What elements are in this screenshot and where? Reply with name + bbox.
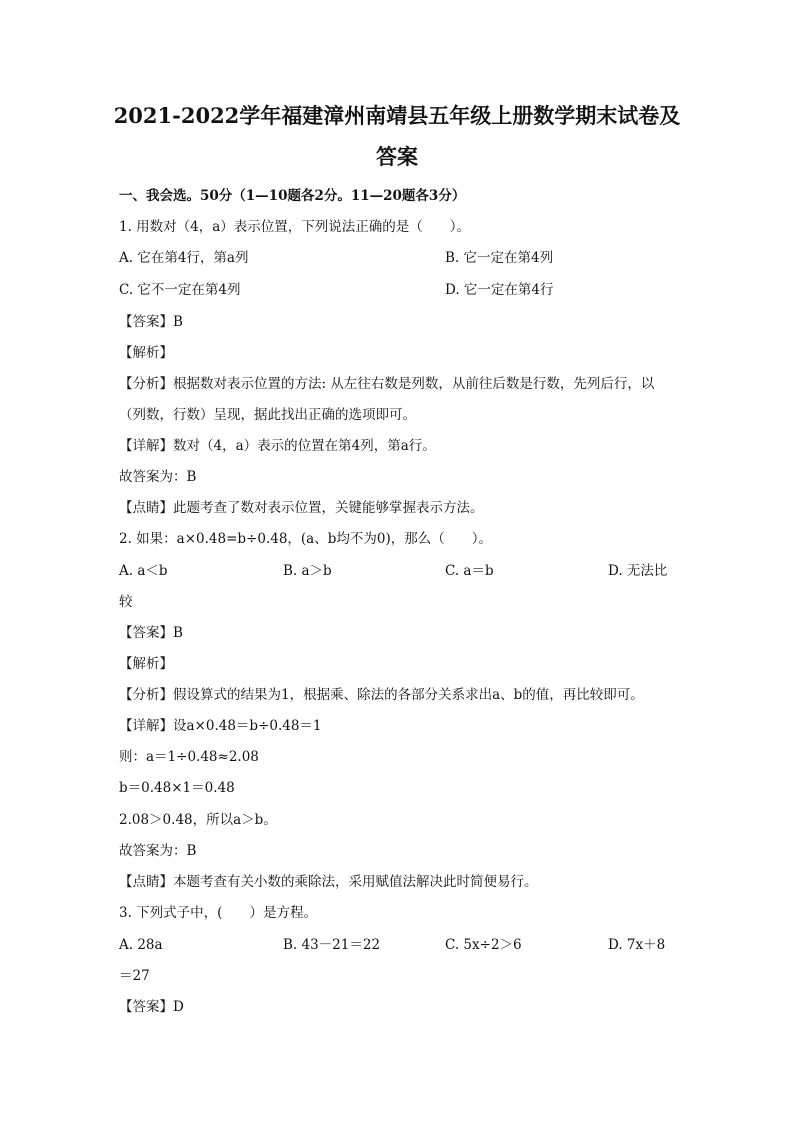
question-2-step-3: 2.08＞0.48，所以a＞b。 [119, 812, 277, 828]
question-1-option-c: C. 它不一定在第4列 [119, 282, 241, 298]
question-1-option-d: D. 它一定在第4行 [445, 282, 554, 298]
question-3-option-c: C. 5x÷2＞6 [445, 937, 522, 953]
document-title-line-2: 答案 [376, 144, 418, 169]
question-2-option-c: C. a＝b [445, 563, 494, 579]
question-1-answer: 【答案】B [119, 314, 183, 330]
question-2-option-b: B. a＞b [283, 563, 332, 579]
question-2-option-d-continued: 较 [119, 594, 133, 610]
question-1-stem: 1. 用数对（4，a）表示位置，下列说法正确的是（ ）。 [119, 219, 471, 235]
question-1-option-a: A. 它在第4行，第a列 [119, 250, 249, 266]
question-2-fenxi: 【分析】假设算式的结果为1，根据乘、除法的各部分关系求出a、b的值，再比较即可。 [119, 687, 644, 703]
question-2-xiangjie: 【详解】设a×0.48＝b÷0.48＝1 [119, 718, 322, 734]
section-heading: 一、我会选。50分（1—10题各2分。11—20题各3分） [119, 188, 466, 204]
question-3-option-d: D. 7x＋8 [608, 937, 666, 953]
question-2-answer: 【答案】B [119, 625, 183, 641]
question-2-step-2: b＝0.48×1＝0.48 [119, 780, 235, 796]
question-1-xiangjie: 【详解】数对（4，a）表示的位置在第4列，第a行。 [119, 438, 436, 454]
question-2-analysis-label: 【解析】 [119, 656, 173, 672]
question-1-fenxi-line-1: 【分析】根据数对表示位置的方法: 从左往右数是列数，从前往后数是行数，先列后行，以 [119, 376, 655, 392]
question-3-stem: 3. 下列式子中，( ）是方程。 [119, 905, 317, 921]
question-2-dianjing: 【点睛】本题考查有关小数的乘除法，采用赋值法解决此时简便易行。 [119, 874, 538, 890]
question-2-stem: 2. 如果：a×0.48=b÷0.48，(a、b均不为0)，那么（ ）。 [119, 531, 492, 547]
question-3-answer: 【答案】D [119, 999, 184, 1015]
question-2-final-answer: 故答案为：B [119, 843, 197, 859]
question-2-step-1: 则：a＝1÷0.48≈2.08 [119, 749, 259, 765]
question-3-option-d-continued: ＝27 [119, 968, 150, 984]
question-3-option-b: B. 43－21＝22 [283, 937, 381, 953]
question-1-option-b: B. 它一定在第4列 [445, 250, 554, 266]
question-1-dianjing: 【点睛】此题考查了数对表示位置，关键能够掌握表示方法。 [119, 500, 484, 516]
question-1-analysis-label: 【解析】 [119, 345, 173, 361]
question-3-option-a: A. 28a [119, 937, 163, 953]
document-title-line-1: 2021-2022学年福建漳州南靖县五年级上册数学期末试卷及 [113, 103, 681, 128]
question-1-fenxi-line-2: （列数，行数）呈现，据此找出正确的选项即可。 [119, 407, 416, 423]
question-1-final-answer: 故答案为：B [119, 469, 197, 485]
question-2-option-d: D. 无法比 [608, 563, 668, 579]
question-2-option-a: A. a＜b [119, 563, 168, 579]
